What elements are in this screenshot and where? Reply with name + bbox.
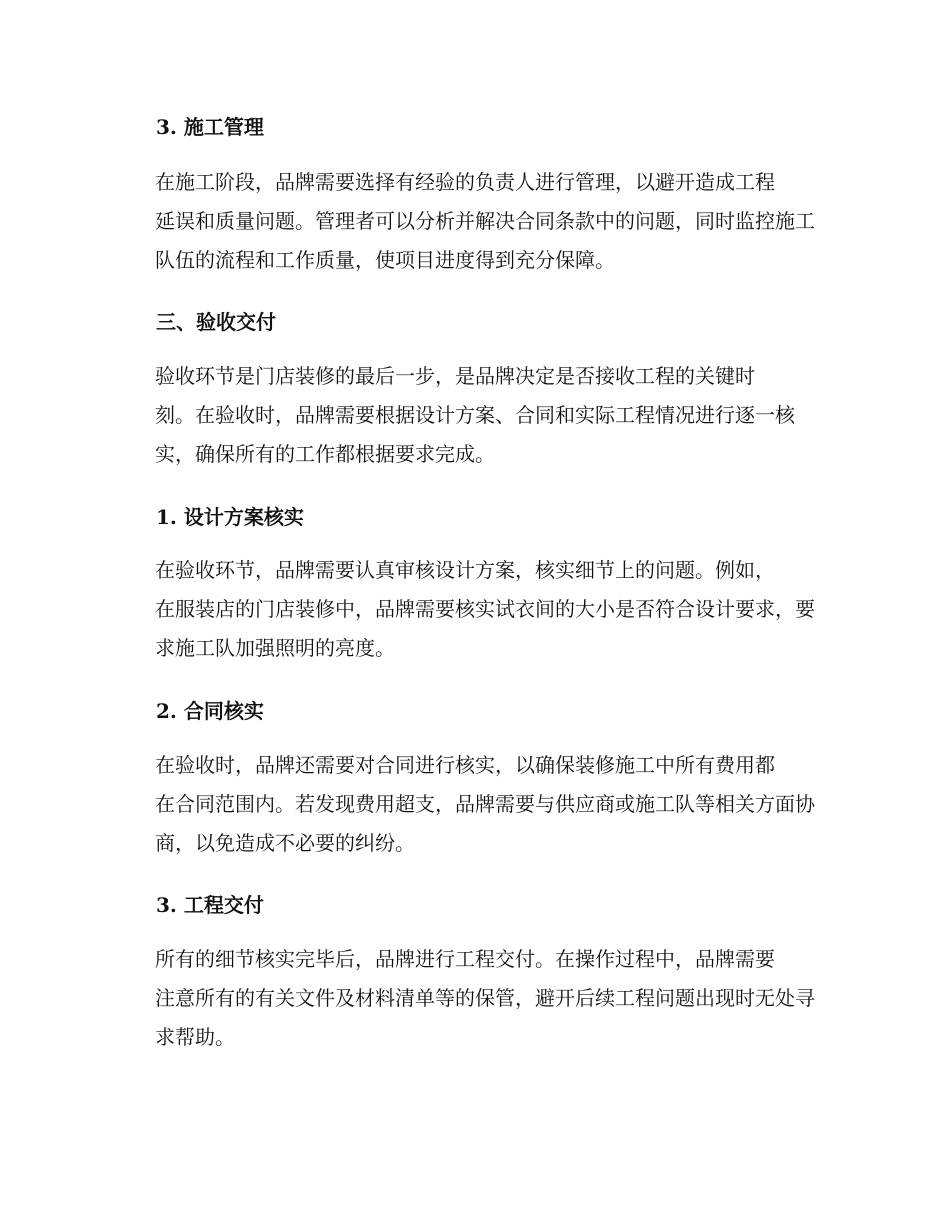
paragraph-line: 在合同范围内。若发现费用超支，品牌需要与供应商或施工队等相关方面协: [155, 792, 815, 816]
paragraph-line: 在服装店的门店装修中，品牌需要核实试衣间的大小是否符合设计要求，要: [155, 597, 815, 621]
section-heading: 1. 设计方案核实: [156, 505, 304, 529]
paragraph-line: 在验收时，品牌还需要对合同进行核实，以确保装修施工中所有费用都: [155, 753, 775, 777]
paragraph-line: 实，确保所有的工作都根据要求完成。: [155, 442, 495, 466]
paragraph-line: 在施工阶段，品牌需要选择有经验的负责人进行管理，以避开造成工程: [155, 170, 775, 194]
section-paragraph: [113, 551, 831, 668]
paragraph-line: 所有的细节核实完毕后，品牌进行工程交付。在操作过程中，品牌需要: [155, 947, 775, 971]
paragraph-line: 商，以免造成不必要的纠纷。: [155, 831, 415, 855]
section-heading: 3. 工程交付: [156, 893, 264, 917]
paragraph-line: 刻。在验收时，品牌需要根据设计方案、合同和实际工程情况进行逐一核: [155, 403, 795, 427]
paragraph-line: 队伍的流程和工作质量，使项目进度得到充分保障。: [155, 248, 615, 272]
section-paragraph: [113, 357, 831, 474]
section-heading: 3. 施工管理: [156, 115, 264, 139]
paragraph-line: 验收环节是门店装修的最后一步，是品牌决定是否接收工程的关键时: [155, 364, 755, 388]
paragraph-line: 延误和质量问题。管理者可以分析并解决合同条款中的问题，同时监控施工: [155, 209, 815, 233]
paragraph-line: 求帮助。: [155, 1025, 235, 1049]
section-heading: 2. 合同核实: [156, 699, 264, 723]
section-paragraph: [113, 746, 831, 863]
paragraph-line: 注意所有的有关文件及材料清单等的保管，避开后续工程问题出现时无处寻: [155, 986, 815, 1010]
section-heading: 三、验收交付: [156, 310, 276, 334]
paragraph-line: 在验收环节，品牌需要认真审核设计方案，核实细节上的问题。例如，: [155, 558, 775, 582]
section-paragraph: [113, 163, 831, 280]
paragraph-line: 求施工队加强照明的亮度。: [155, 636, 395, 660]
section-paragraph: [113, 940, 831, 1057]
